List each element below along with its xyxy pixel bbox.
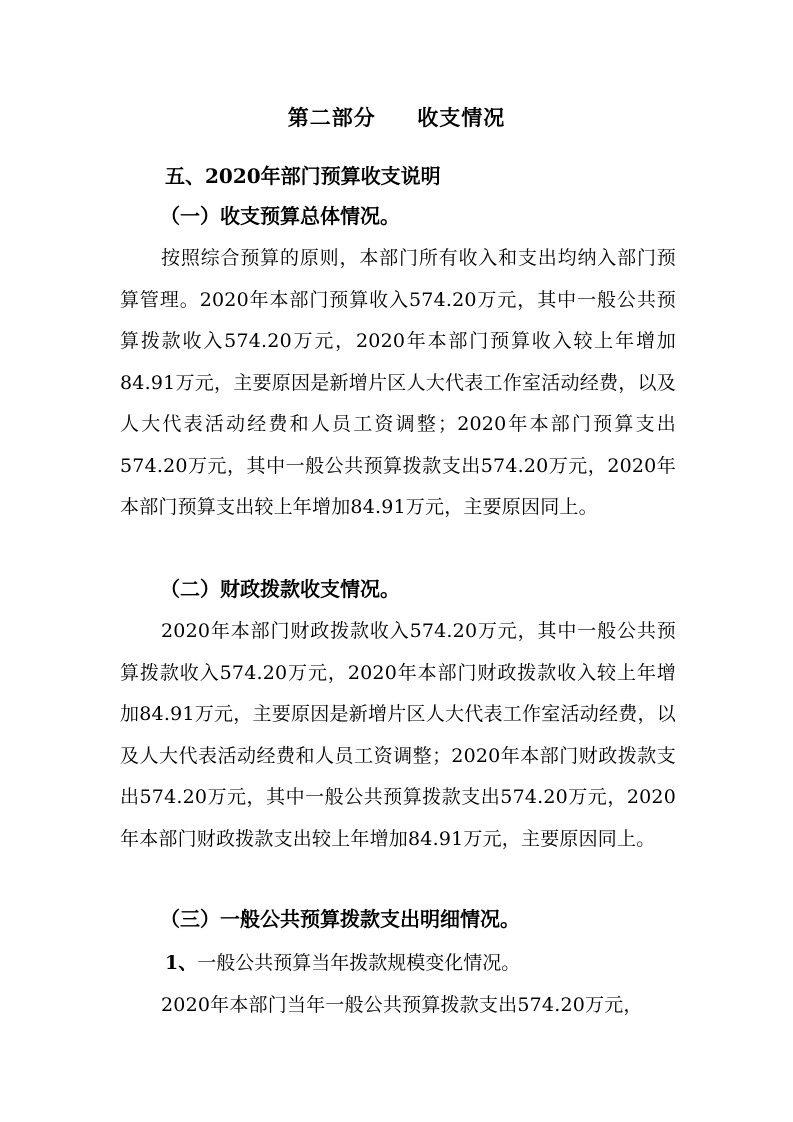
subsection-body-2: 2020年本部门财政拨款收入574.20万元，其中一般公共预算拨款收入574.20万元，2020年本部门财政拨款收入较上年增加84.91万元，主要原因是新增片区人大代表工作室活动经费，以及人大代表活动经费和人员工资调整；2020年本部门财政拨款支出574.20万元，其中一般公共预算拨款支出574.20万元，2020年本部门财政拨款支出较上年增加84.91万元，主要原因同上。 — [120, 620, 676, 850]
section-title: 五、2020年部门预算收支说明 — [165, 164, 441, 188]
subsection-body-1: 按照综合预算的原则，本部门所有收入和支出均纳入部门预算管理。2020年本部门预算收入574.20万元，其中一般公共预算拨款收入574.20万元，2020年本部门预算收入较上年增加84.91万元，主要原因是新增片区人大代表工作室活动经费，以及人大代表活动经费和人员工资调整；2020年本部门预算支出574.20万元，其中一般公共预算拨款支出574.20万元，2020年本部门预算支出较上年增加84.91万元，主要原因同上。 — [120, 247, 676, 518]
subsection-heading-1: （一）收支预算总体情况。 — [160, 204, 400, 228]
subsection-heading-2: （二）财政拨款收支情况。 — [160, 577, 400, 601]
part-title: 第二部分 收支情况 — [287, 105, 506, 130]
list-item-number: 1、 — [165, 952, 198, 974]
subsection-body-3: 2020年本部门当年一般公共预算拨款支出574.20万元， — [161, 994, 643, 1016]
subsection-heading-3: （三）一般公共预算拨款支出明细情况。 — [160, 907, 520, 931]
list-item-text: 一般公共预算当年拨款规模变化情况。 — [197, 952, 521, 974]
list-item — [165, 943, 520, 983]
